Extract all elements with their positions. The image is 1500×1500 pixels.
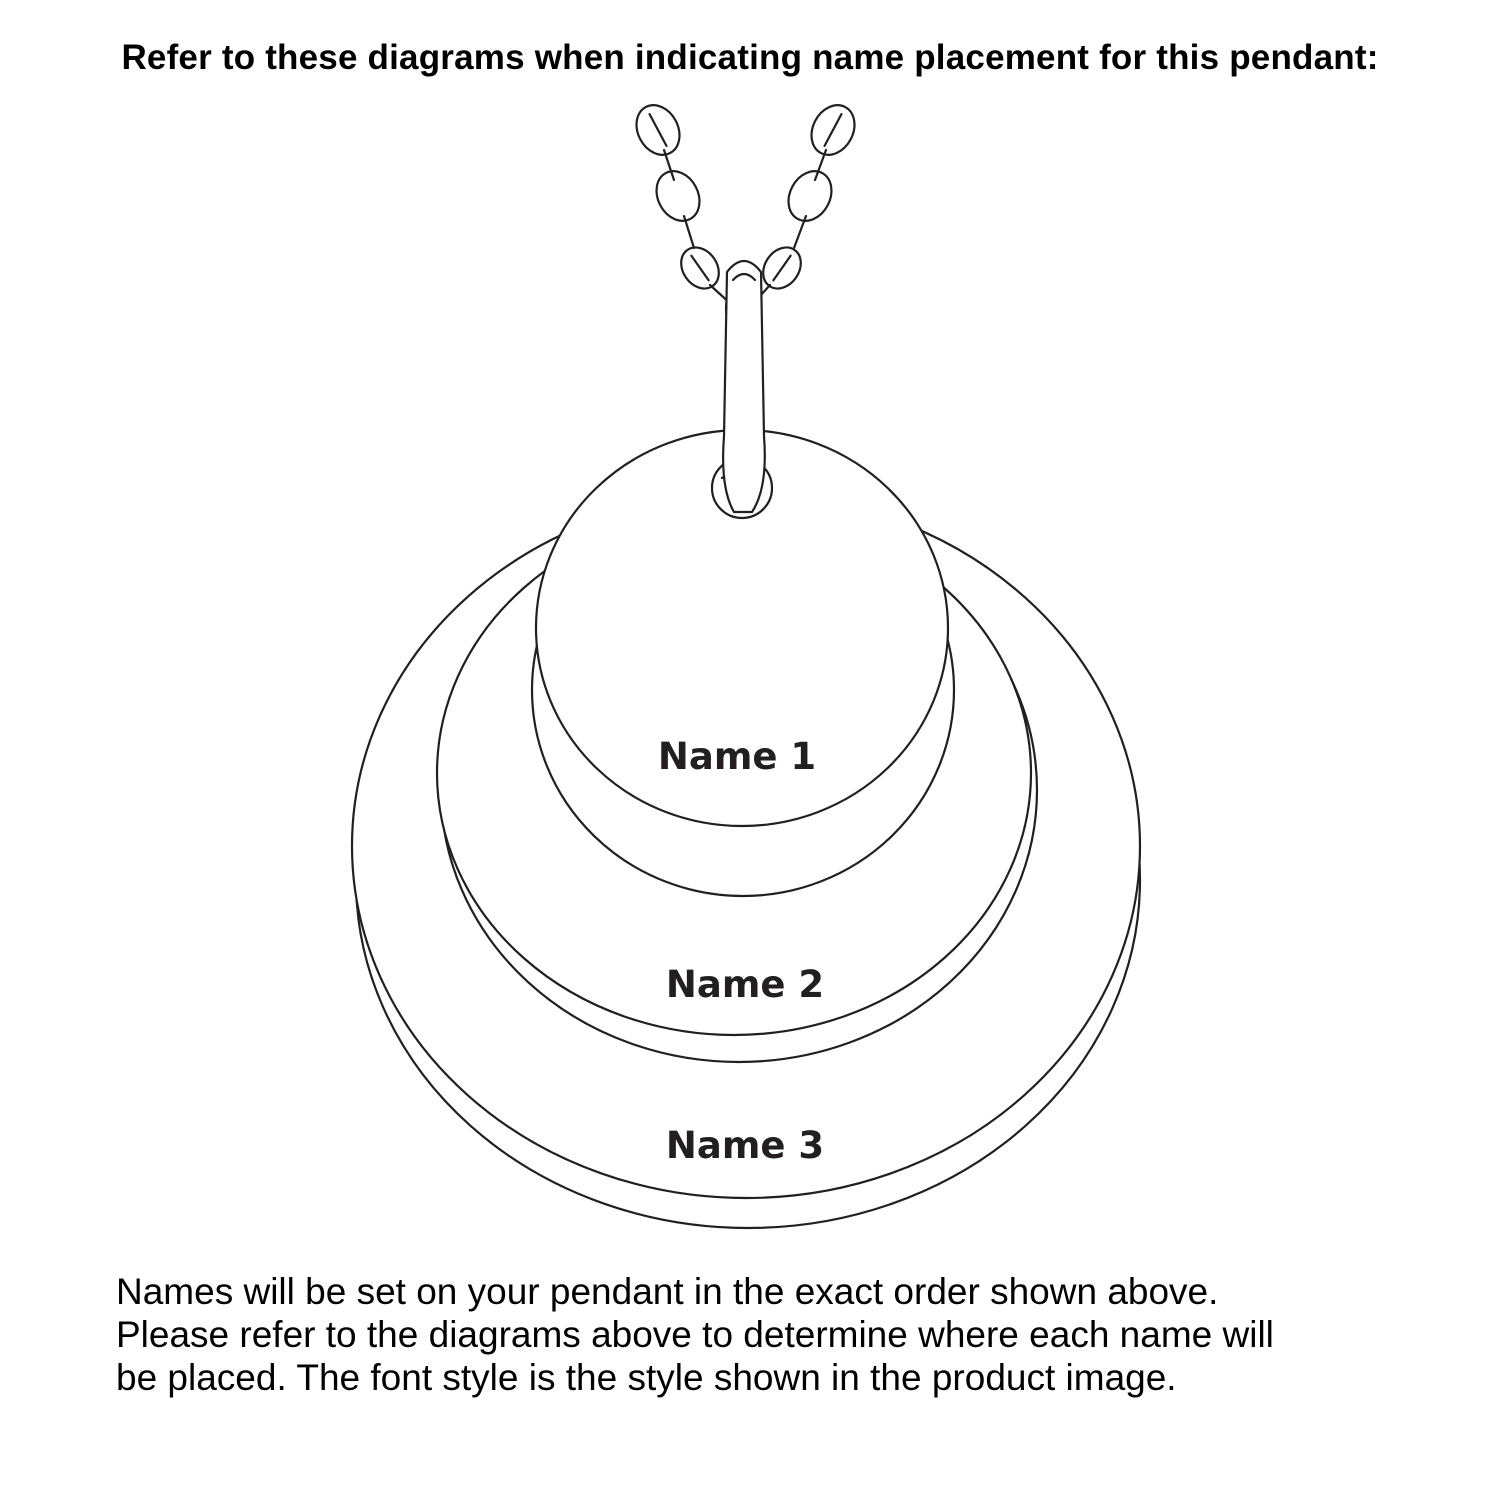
name-1-label: Name 1 <box>657 735 817 778</box>
instruction-line: Names will be set on your pendant in the exact order shown above. <box>116 1271 1219 1312</box>
instruction-line: Please refer to the diagrams above to determine where each name will <box>116 1314 1274 1355</box>
bail-icon <box>723 261 765 512</box>
instruction-line: be placed. The font style is the style shown in the product image. <box>116 1357 1177 1398</box>
name-2-label: Name 2 <box>665 963 825 1006</box>
name-3-label: Name 3 <box>665 1124 825 1167</box>
page-title: Refer to these diagrams when indicating name placement for this pendant: <box>121 38 1379 77</box>
instructions <box>116 1270 1446 1399</box>
